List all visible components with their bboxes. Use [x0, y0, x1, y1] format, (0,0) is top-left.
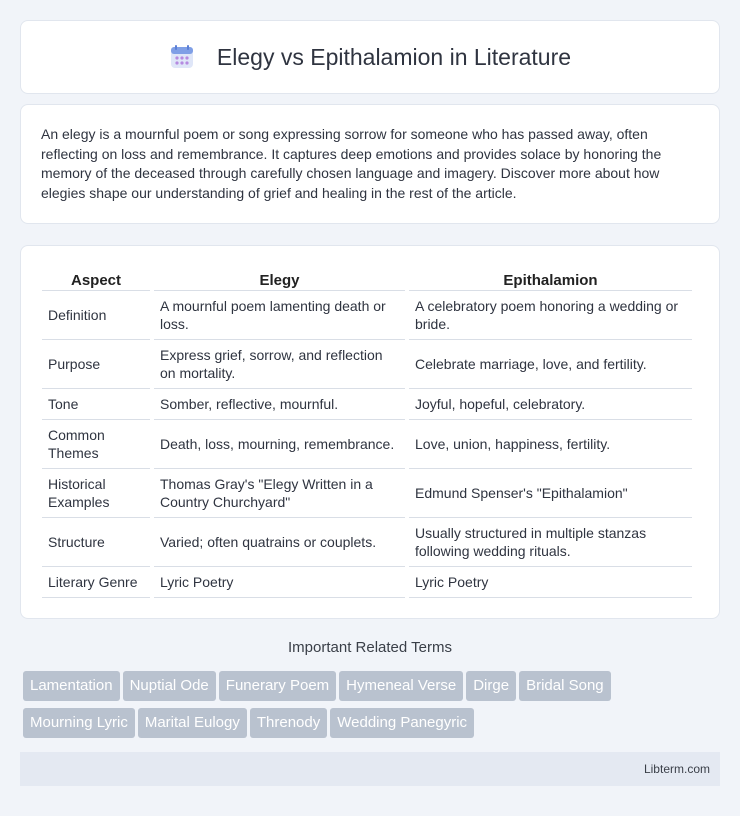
intro-text: An elegy is a mournful poem or song expressing sorrow for someone who has passed away, often reflecting on loss and remembrance. It captures deep emotions and provides solace by honoring the memory of the deceased through carefully chosen language and imagery. Discover more about how elegies shape our understanding of grief and healing in the rest of the article.	[41, 126, 662, 201]
row-aspect: Historical Examples	[42, 469, 150, 518]
table-row	[42, 420, 692, 469]
page-title: Elegy vs Epithalamion in Literature	[216, 43, 572, 70]
header-elegy: Elegy	[154, 264, 405, 291]
related-term-tag[interactable]: Lamentation	[23, 671, 120, 701]
related-term-tag[interactable]: Mourning Lyric	[23, 708, 135, 738]
row-elegy: Death, loss, mourning, remembrance.	[154, 420, 405, 469]
related-term-tag[interactable]: Nuptial Ode	[123, 671, 216, 701]
row-epithalamion: Edmund Spenser's "Epithalamion"	[409, 469, 692, 518]
row-aspect: Common Themes	[42, 420, 150, 469]
row-elegy: Somber, reflective, mournful.	[154, 389, 405, 420]
title-wrap	[169, 44, 571, 71]
table-row	[42, 567, 692, 598]
row-aspect: Purpose	[42, 340, 150, 389]
related-term-tag[interactable]: Dirge	[466, 671, 516, 701]
header-epithalamion: Epithalamion	[409, 264, 692, 291]
row-epithalamion: Usually structured in multiple stanzas following wedding rituals.	[409, 518, 692, 567]
footer-site-link[interactable]: Libterm.com	[643, 762, 710, 776]
row-epithalamion: Lyric Poetry	[409, 567, 692, 598]
related-term-tag[interactable]: Threnody	[250, 708, 327, 738]
row-aspect: Tone	[42, 389, 150, 420]
row-epithalamion: Love, union, happiness, fertility.	[409, 420, 692, 469]
row-elegy: Express grief, sorrow, and reflection on mortality.	[154, 340, 405, 389]
row-aspect: Literary Genre	[42, 567, 150, 598]
row-elegy: Thomas Gray's "Elegy Written in a Country Churchyard"	[154, 469, 405, 518]
comparison-table	[38, 264, 696, 598]
row-elegy: A mournful poem lamenting death or loss.	[154, 291, 405, 340]
row-elegy: Varied; often quatrains or couplets.	[154, 518, 405, 567]
table-row	[42, 518, 692, 567]
related-term-tag[interactable]: Marital Eulogy	[138, 708, 247, 738]
footer	[20, 752, 720, 786]
row-epithalamion: A celebratory poem honoring a wedding or bride.	[409, 291, 692, 340]
related-term-tag[interactable]: Funerary Poem	[219, 671, 336, 701]
intro-card	[20, 104, 720, 224]
table-row	[42, 389, 692, 420]
related-term-tag[interactable]: Wedding Panegyric	[330, 708, 474, 738]
row-aspect: Structure	[42, 518, 150, 567]
related-terms-tags	[23, 671, 723, 745]
related-term-tag[interactable]: Bridal Song	[519, 671, 611, 701]
calendar-icon	[169, 44, 195, 70]
row-aspect: Definition	[42, 291, 150, 340]
table-row	[42, 469, 692, 518]
related-term-tag[interactable]: Hymeneal Verse	[339, 671, 463, 701]
row-epithalamion: Celebrate marriage, love, and fertility.	[409, 340, 692, 389]
header-card	[20, 20, 720, 94]
header-aspect: Aspect	[42, 264, 150, 291]
related-terms-title: Important Related Terms	[288, 639, 452, 656]
row-epithalamion: Joyful, hopeful, celebratory.	[409, 389, 692, 420]
table-header-row	[42, 264, 692, 291]
comparison-table-card	[20, 245, 720, 619]
table-row	[42, 340, 692, 389]
table-row	[42, 291, 692, 340]
row-elegy: Lyric Poetry	[154, 567, 405, 598]
